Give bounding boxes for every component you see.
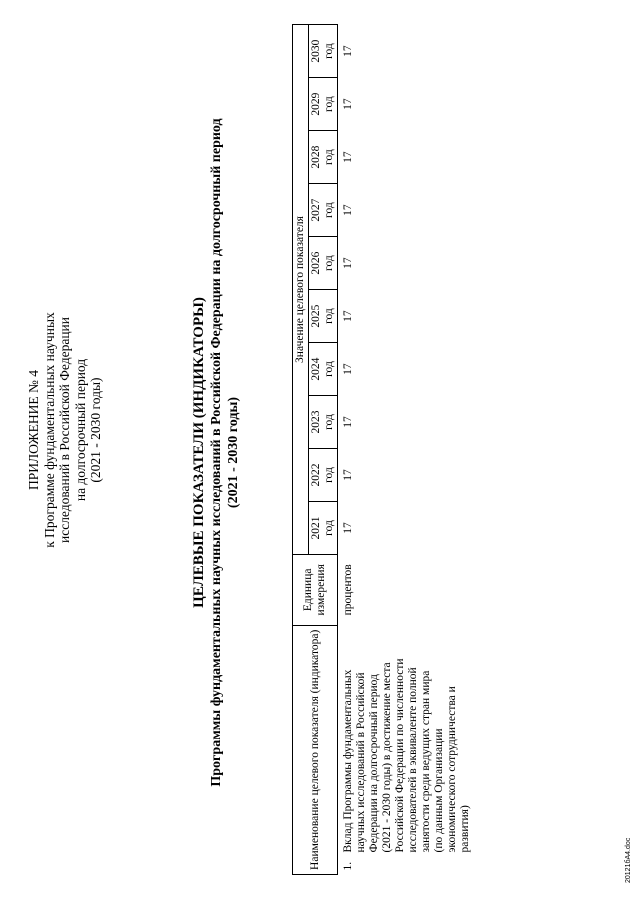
header-indicator-name: Наименование целевого показателя (индикатора): [293, 625, 338, 874]
header-year-number: 2021: [310, 516, 322, 540]
table-header-row: [293, 25, 309, 875]
header-unit: Единица измерения: [293, 555, 338, 626]
header-year-number: 2027: [310, 198, 322, 222]
header-year: [309, 25, 338, 78]
header-year: [309, 78, 338, 131]
value-cell: 17: [342, 416, 354, 428]
header-year-number: 2028: [310, 145, 322, 169]
value-cell: 17: [342, 310, 354, 322]
value-cell: 17: [342, 98, 354, 110]
indicators-table: [292, 24, 476, 875]
header-year-number: 2024: [310, 357, 322, 381]
appendix-line: на долгосрочный период: [72, 358, 88, 502]
file-name-footer: 20121бА4.doc: [625, 837, 632, 883]
value-cell: 17: [342, 45, 354, 57]
header-year: [309, 343, 338, 396]
sub-title: Программы фундаментальных научных исследований в Российской Федерации на долгосрочный период: [209, 118, 224, 787]
header-year-suffix: год: [323, 96, 335, 112]
header-year-number: 2025: [310, 304, 322, 328]
header-year-suffix: год: [323, 202, 335, 218]
header-year: [309, 396, 338, 449]
indicator-name-cell: [338, 625, 477, 874]
row-number: 1.: [342, 861, 354, 871]
header-year: [309, 502, 338, 555]
header-year: [309, 290, 338, 343]
header-year-number: 2030: [310, 39, 322, 63]
appendix-line: ПРИЛОЖЕНИЕ № 4: [26, 369, 41, 491]
table-row: [338, 25, 477, 875]
header-year-suffix: год: [323, 255, 335, 271]
value-cell: 17: [342, 151, 354, 163]
header-year-number: 2029: [310, 92, 322, 116]
value-cell: 17: [342, 522, 354, 534]
header-year-suffix: год: [323, 308, 335, 324]
header-year-suffix: год: [323, 414, 335, 430]
indicator-name: Вклад Программы фундаментальных научных исследований в Российской Федерации на долгосрочный период (2021 - 2030 годы) в достижение места Российской Федерации по численности исследователей в эквиваленте полной занятости среди ведущих стран мира (по данным Организации экономического сотрудничества и развития): [342, 658, 471, 853]
header-year: [309, 131, 338, 184]
header-year: [309, 184, 338, 237]
unit-cell: процентов: [342, 564, 354, 616]
table-body: [338, 25, 477, 875]
header-year-suffix: год: [323, 520, 335, 536]
header-year-suffix: год: [323, 149, 335, 165]
header-year-suffix: год: [323, 467, 335, 483]
header-year: [309, 237, 338, 290]
header-year-number: 2023: [310, 410, 322, 434]
sub-title-period: (2021 - 2030 годы): [226, 396, 241, 509]
header-target-value: Значение целевого показателя: [293, 25, 309, 555]
appendix-line: (2021 - 2030 годы): [88, 377, 103, 483]
main-title: ЦЕЛЕВЫЕ ПОКАЗАТЕЛИ (ИНДИКАТОРЫ): [191, 297, 207, 608]
header-year-number: 2022: [310, 463, 322, 487]
header-year: [309, 449, 338, 502]
appendix-line: к Программе фундаментальных научных: [41, 312, 57, 548]
value-cell: 17: [342, 257, 354, 269]
header-year-suffix: год: [323, 361, 335, 377]
value-cell: 17: [342, 204, 354, 216]
value-cell: 17: [342, 469, 354, 481]
header-year-suffix: год: [323, 43, 335, 59]
appendix-line: исследований в Российской Федерации: [57, 316, 72, 544]
document-title-block: [190, 0, 242, 905]
appendix-header: [26, 270, 104, 590]
header-year-number: 2026: [310, 251, 322, 275]
value-cell: 17: [342, 363, 354, 375]
